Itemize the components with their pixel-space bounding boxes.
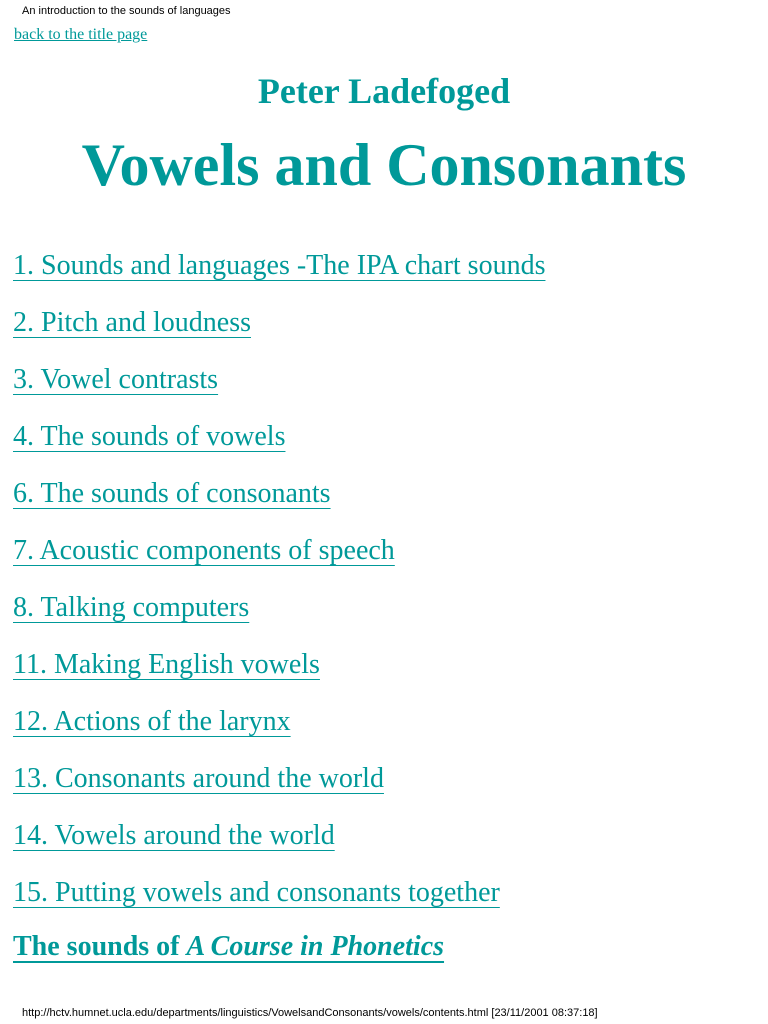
toc-link-11[interactable]: 11. Making English vowels	[13, 649, 320, 680]
source-url-footer: http://hctv.humnet.ucla.edu/departments/linguistics/VowelsandConsonants/vowels/contents.html [23/11/2001 08:37:18]	[22, 1007, 598, 1019]
page-title: Vowels and Consonants	[81, 132, 687, 198]
toc-item	[13, 535, 545, 592]
toc-item	[13, 820, 545, 877]
toc-link-15[interactable]: 15. Putting vowels and consonants together	[13, 877, 500, 908]
back-to-title-link[interactable]: back to the title page	[14, 26, 148, 43]
toc-link-4[interactable]: 4. The sounds of vowels	[13, 421, 286, 452]
toc-link-7[interactable]: 7. Acoustic components of speech	[13, 535, 395, 566]
phonetics-book-title: A Course in Phonetics	[186, 931, 445, 962]
course-in-phonetics-link[interactable]	[13, 931, 444, 963]
toc-item	[13, 706, 545, 763]
toc-item	[13, 421, 545, 478]
author-name: Peter Ladefoged	[257, 71, 511, 111]
toc-link-3[interactable]: 3. Vowel contrasts	[13, 364, 219, 395]
phonetics-link-prefix: The sounds of	[13, 931, 187, 962]
toc-link-12[interactable]: 12. Actions of the larynx	[13, 706, 291, 737]
toc-link-6[interactable]: 6. The sounds of consonants	[13, 478, 331, 509]
toc-item	[13, 649, 545, 706]
running-header: An introduction to the sounds of languages	[22, 5, 231, 17]
toc-item	[13, 250, 545, 307]
toc-link-8[interactable]: 8. Talking computers	[13, 592, 250, 623]
toc-link-14[interactable]: 14. Vowels around the world	[13, 820, 335, 851]
toc-item	[13, 592, 545, 649]
toc-item	[13, 763, 545, 820]
table-of-contents	[13, 250, 545, 934]
toc-item	[13, 307, 545, 364]
toc-link-13[interactable]: 13. Consonants around the world	[13, 763, 384, 794]
toc-link-1[interactable]: 1. Sounds and languages -The IPA chart sounds	[13, 250, 546, 281]
toc-item	[13, 364, 545, 421]
toc-item	[13, 478, 545, 535]
toc-link-2[interactable]: 2. Pitch and loudness	[13, 307, 251, 338]
toc-item	[13, 877, 545, 934]
